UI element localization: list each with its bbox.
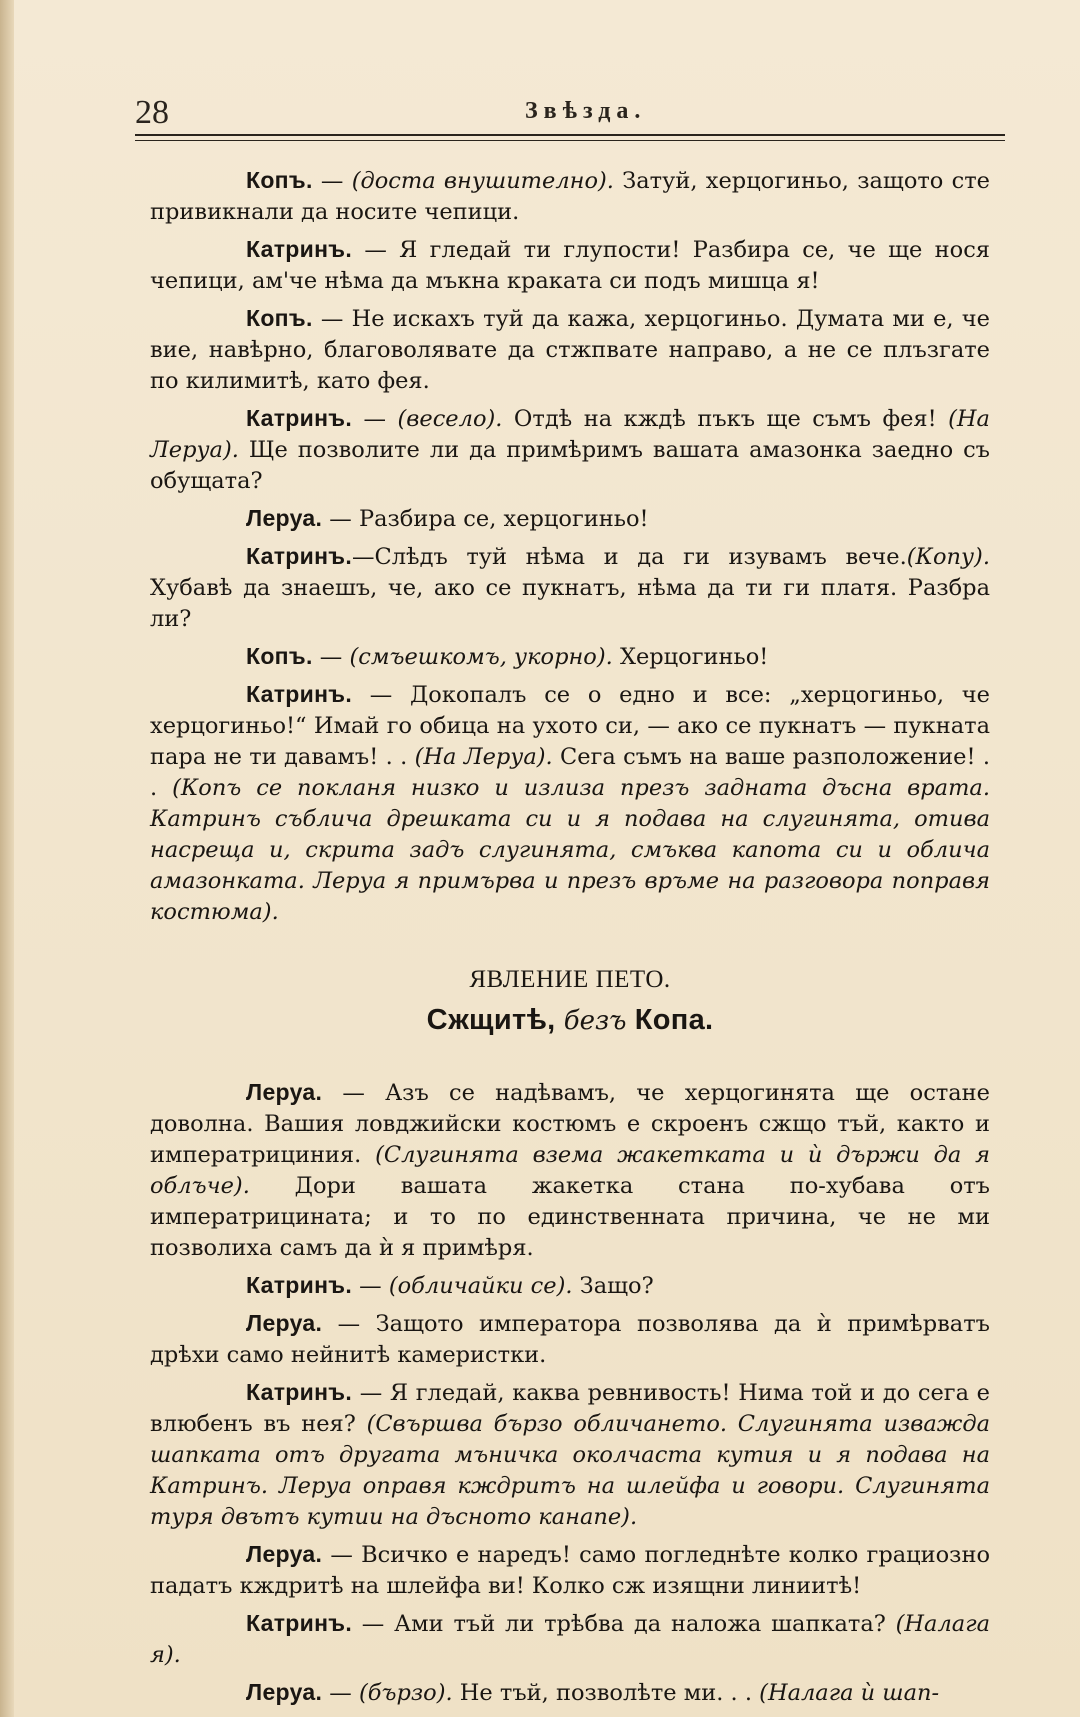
dialogue-paragraph bbox=[150, 679, 990, 928]
stage-direction: (На Леруа). bbox=[414, 744, 553, 770]
dash: — bbox=[322, 1080, 386, 1106]
dialogue-paragraph bbox=[150, 641, 990, 673]
cast-name: Копа. bbox=[634, 1004, 714, 1036]
dialogue-paragraph bbox=[150, 234, 990, 297]
dialogue-text: Херцогиньо! bbox=[612, 644, 769, 670]
dialogue-paragraph bbox=[150, 503, 990, 535]
scene-heading: ЯВЛЕНИЕ ПЕТО. bbox=[469, 966, 671, 993]
dash: — bbox=[312, 168, 352, 194]
dialogue-paragraph bbox=[150, 1677, 990, 1709]
dialogue-text: Разбира се, херцогиньо! bbox=[358, 506, 649, 532]
stage-direction: (смъешкомъ, укорно). bbox=[349, 644, 613, 670]
dialogue-paragraph bbox=[150, 541, 990, 635]
dash: — bbox=[352, 682, 410, 708]
speaker-name: Леруа. bbox=[246, 1679, 323, 1705]
dialogue-text: Сега съмъ на ваше разположение! . . bbox=[150, 744, 990, 801]
cast-name: Сжщитѣ, bbox=[426, 1004, 556, 1036]
stage-direction: (На Леруа). bbox=[150, 406, 990, 463]
dash: — bbox=[322, 506, 359, 532]
running-title: Звѣзда. bbox=[525, 98, 647, 124]
page-header bbox=[135, 88, 1005, 136]
dialogue-text: Ще позволите ли да примѣримъ вашата амазонка заедно съ обущата? bbox=[150, 437, 990, 494]
dialogue-text: Я гледай ти глупости! Разбира се, че ще нося чепици, ам'че нѣма да мъкна краката си подъ мишца я! bbox=[150, 237, 990, 294]
cast-connector: безъ bbox=[555, 1006, 635, 1036]
dialogue-text: Азъ се надѣвамъ, че херцогинята ще остане доволна. Вашия ловджийски костюмъ е скроенъ сжщо тъй, както и императрициния. bbox=[150, 1080, 990, 1168]
stage-direction: (Налага ѝ шап- bbox=[759, 1680, 940, 1706]
stage-direction: (Копъ се покланя низко и излиза презъ задната дъсна врата. Катринъ съблича дрешката си и я подава на слугинята, отива насреща и, скрита задъ слугинята, смъква капота си и облича амазонката. Леруа я примърва и презъ връме на разговора поправя костюма). bbox=[150, 775, 990, 925]
stage-direction: (Свършва бързо обличането. Слугинята изважда шапката отъ другата мъничка околчаста кутия и я подава на Катринъ. Леруа оправя кждритъ на шлейфа и говори. Слугинята туря двътъ кутии на дъсното канапе). bbox=[150, 1411, 990, 1530]
stage-direction: (Налага я). bbox=[150, 1611, 990, 1668]
dialogue-paragraph bbox=[150, 403, 990, 497]
dialogue-text: Отдѣ на кждѣ пъкъ ще съмъ фея! bbox=[502, 406, 949, 432]
dialogue-paragraph bbox=[150, 1539, 990, 1602]
dialogue-paragraph bbox=[150, 1377, 990, 1533]
dialogue-paragraph bbox=[150, 303, 990, 397]
speaker-name: Леруа. bbox=[246, 1310, 323, 1336]
dash: — bbox=[352, 237, 400, 263]
stage-direction: (бързо). bbox=[358, 1680, 453, 1706]
dash: — bbox=[322, 1311, 376, 1337]
dialogue-text: Не тъй, позволѣте ми. . . bbox=[452, 1680, 760, 1706]
dialogue-text: Хубавѣ да знаешъ, че, ако се пукнатъ, нѣма да ти ги платя. Разбра ли? bbox=[150, 575, 990, 632]
speaker-name: Катринъ. bbox=[246, 405, 353, 431]
dialogue-text: Защото императора позволява да ѝ примѣрватъ дрѣхи само нейнитѣ камеристки. bbox=[150, 1311, 990, 1368]
dash: — bbox=[352, 406, 398, 432]
dialogue-text: Докопалъ се о едно и все: „херцогиньо, че херцогиньо!“ Имай го обица на ухото си, — ако се пукнатъ — пукната пара не ти давамъ! . . bbox=[150, 682, 990, 770]
speaker-name: Катринъ. bbox=[246, 681, 353, 707]
speaker-name: Леруа. bbox=[246, 1079, 323, 1105]
dialogue-text: Не искахъ туй да кажа, херцогиньо. Думата ми е, че вие, навѣрно, благоволявате да стжпвате направо, а не се плъзгате по килимитѣ, като фея. bbox=[150, 306, 990, 394]
dash: — bbox=[352, 1380, 390, 1406]
speaker-name: Катринъ. bbox=[246, 236, 353, 262]
page-body bbox=[150, 165, 990, 1715]
dash: — bbox=[352, 544, 375, 570]
speaker-name: Катринъ. bbox=[246, 1272, 353, 1298]
speaker-name: Копъ. bbox=[246, 643, 313, 669]
stage-direction: (доста внушително). bbox=[351, 168, 614, 194]
dialogue-paragraph bbox=[150, 1608, 990, 1671]
speaker-name: Катринъ. bbox=[246, 1610, 353, 1636]
speaker-name: Копъ. bbox=[246, 305, 313, 331]
dialogue-text: Всичко е наредъ! само погледнѣте колко грациозно падатъ кждритѣ на шлейфа ви! Колко сж изящни линиитѣ! bbox=[150, 1542, 990, 1599]
dialogue-paragraph bbox=[150, 1270, 990, 1302]
stage-direction: (обличайки се). bbox=[388, 1273, 573, 1299]
dialogue-text: Дори вашата жакетка стана по-хубава отъ императрицината; и то по единственната причина, че не ми позволиха самъ да ѝ я примѣря. bbox=[150, 1173, 990, 1261]
dash: — bbox=[322, 1542, 362, 1568]
dialogue-text: Я гледай, каква ревнивость! Нима той и до сега е влюбенъ въ нея? bbox=[150, 1380, 990, 1437]
speaker-name: Катринъ. bbox=[246, 543, 353, 569]
dialogue-text: Затуй, херцогиньо, защото сте привикнали да носите чепици. bbox=[150, 168, 990, 225]
dash: — bbox=[312, 644, 350, 670]
dialogue-text: Ами тъй ли трѣбва да наложа шапката? bbox=[394, 1611, 896, 1637]
dash: — bbox=[322, 1680, 359, 1706]
header-rule bbox=[135, 134, 1005, 136]
dash: — bbox=[312, 306, 352, 332]
speaker-name: Леруа. bbox=[246, 1541, 323, 1567]
stage-direction: (Копу). bbox=[906, 544, 990, 570]
dash: — bbox=[352, 1273, 389, 1299]
dash: — bbox=[352, 1611, 395, 1637]
dialogue-text: Защо? bbox=[572, 1273, 654, 1299]
dialogue-paragraph bbox=[150, 165, 990, 228]
dialogue-text: Слѣдъ туй нѣма и да ги изувамъ вече. bbox=[374, 544, 907, 570]
stage-direction: (весело). bbox=[397, 406, 503, 432]
header-rule-thin bbox=[135, 140, 1005, 141]
stage-direction: (Слугинята взема жакетката и ѝ държи да я облъче). bbox=[150, 1142, 990, 1199]
scene-cast bbox=[150, 1005, 990, 1037]
speaker-name: Катринъ. bbox=[246, 1379, 353, 1405]
speaker-name: Леруа. bbox=[246, 505, 323, 531]
dialogue-paragraph bbox=[150, 1308, 990, 1371]
page-number: 28 bbox=[135, 94, 169, 131]
dialogue-paragraph bbox=[150, 1077, 990, 1264]
speaker-name: Копъ. bbox=[246, 167, 313, 193]
page-edge-shadow bbox=[0, 0, 14, 1717]
